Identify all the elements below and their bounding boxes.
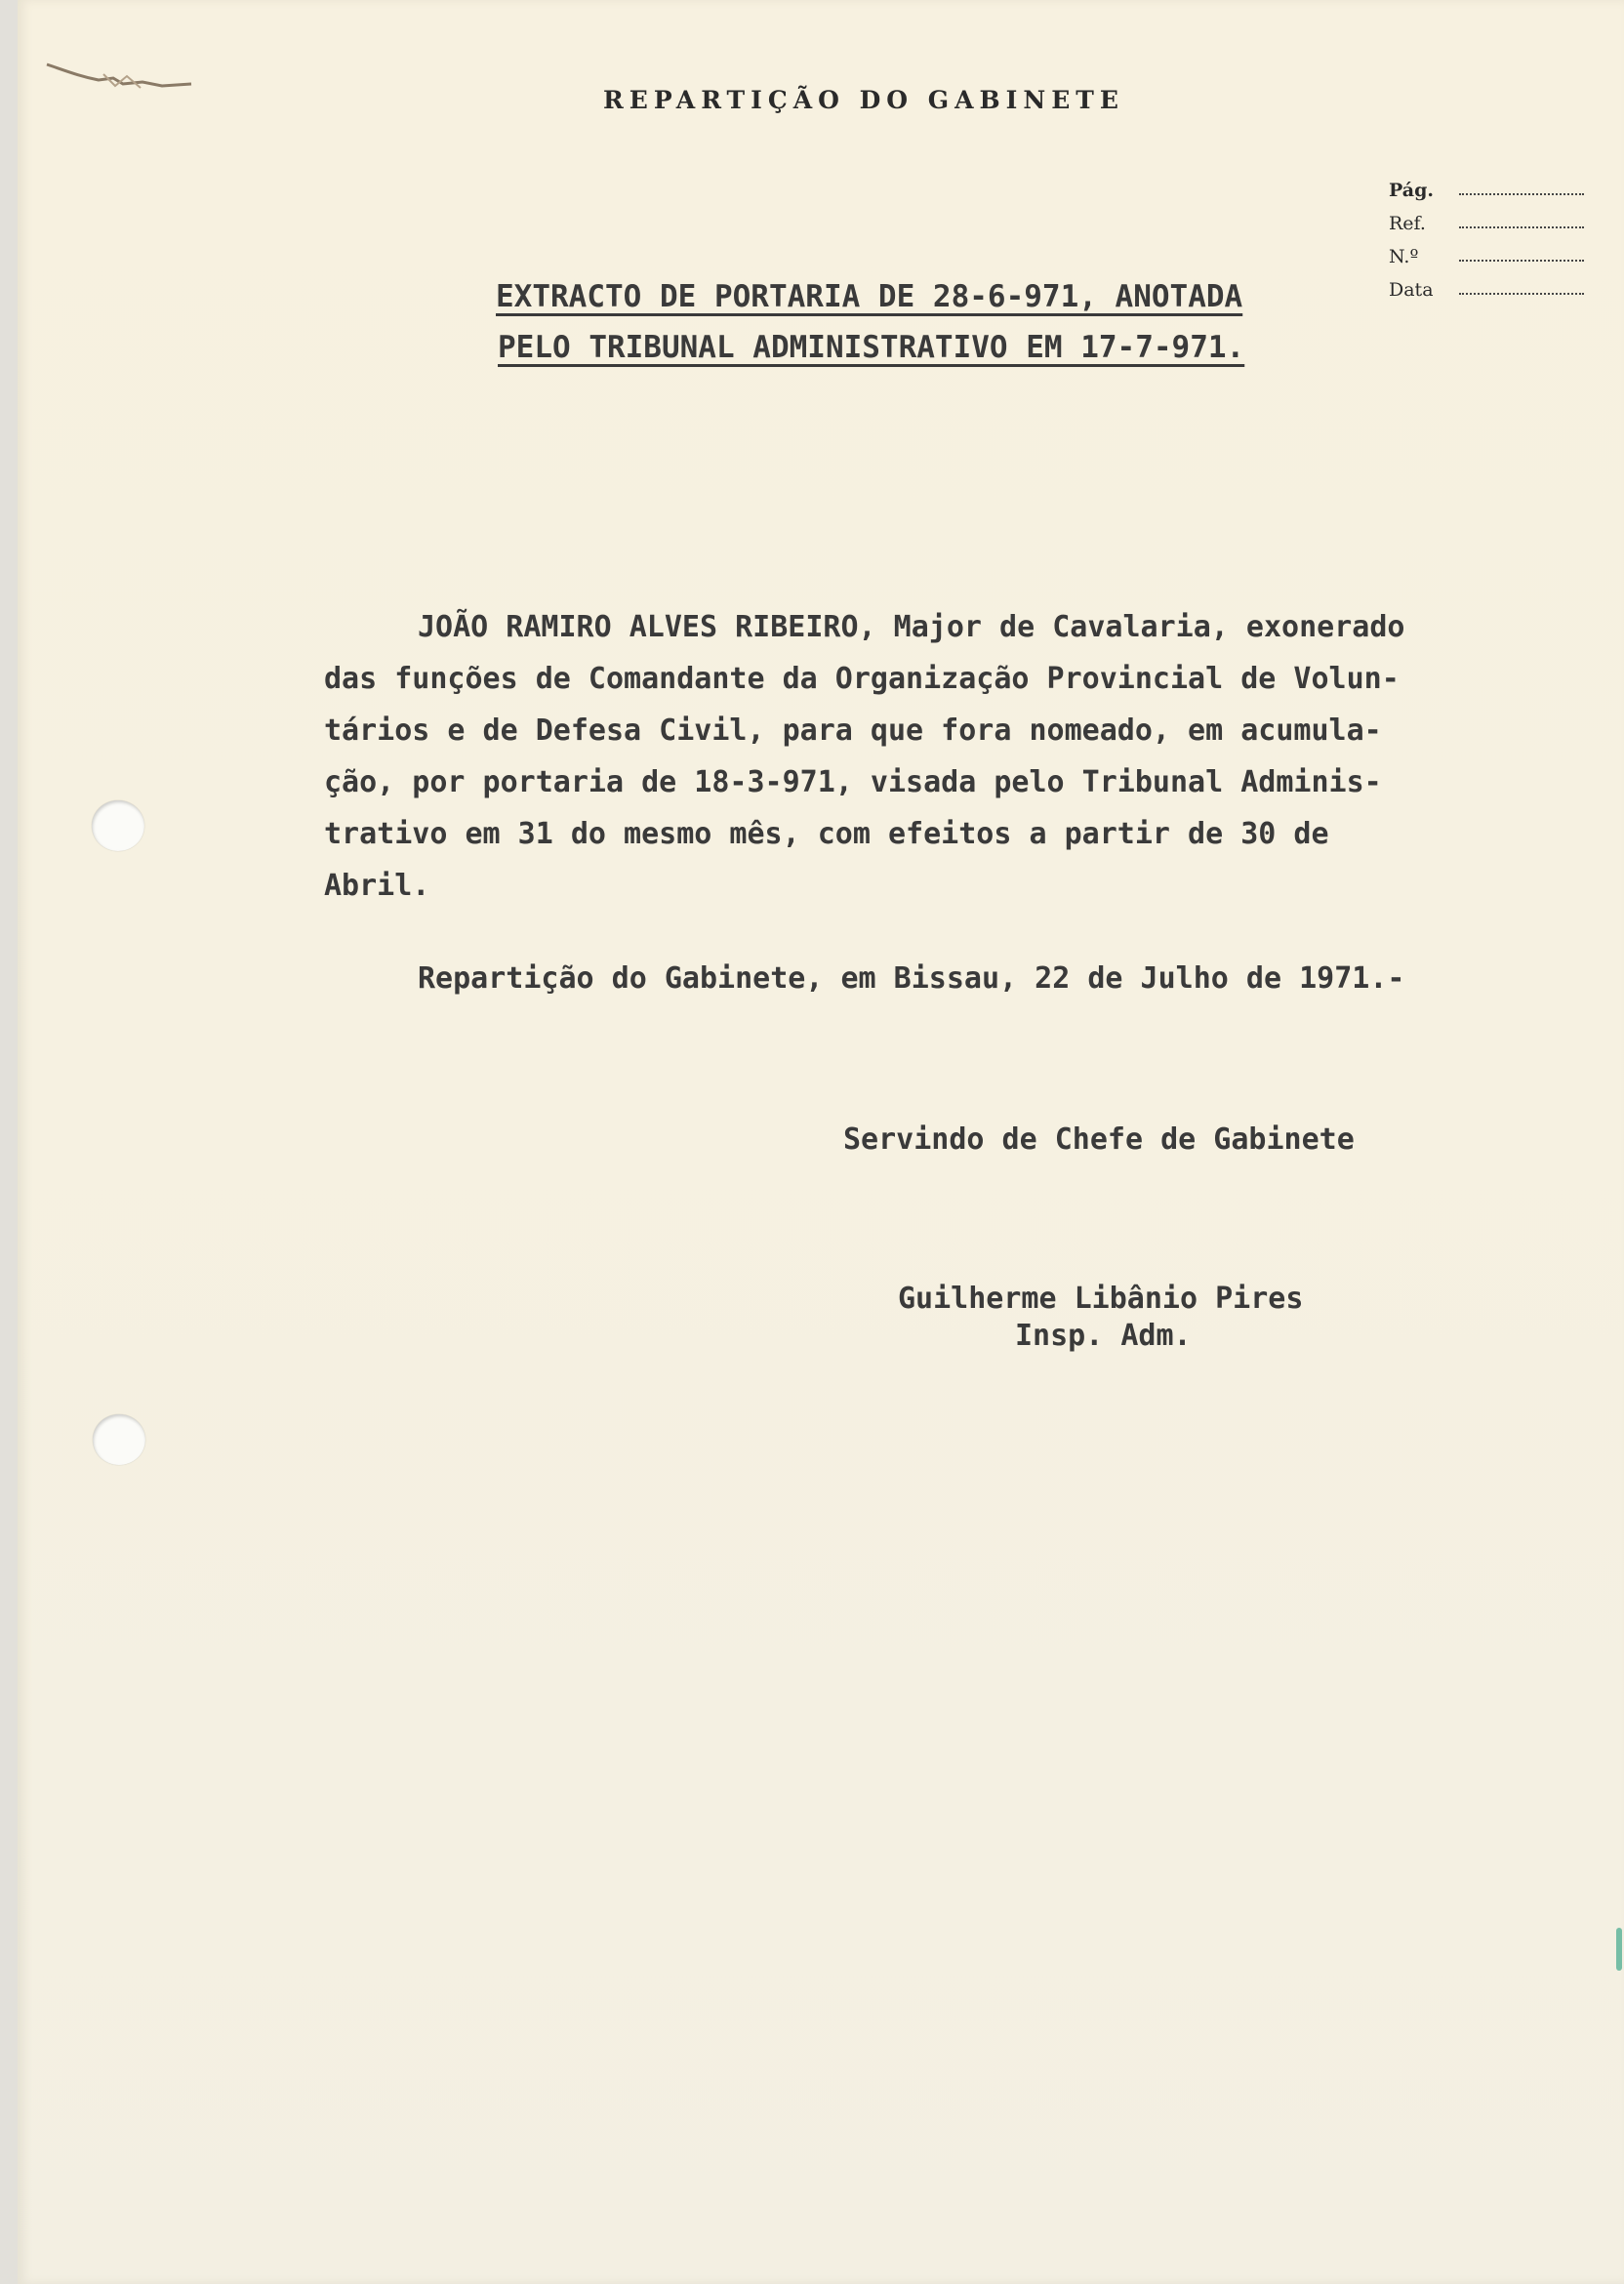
body-line: das funções de Comandante da Organização Provincial de Volun- xyxy=(324,662,1400,696)
meta-label-ref: Ref. xyxy=(1389,213,1426,234)
body-line: JOÃO RAMIRO ALVES RIBEIRO, Major de Cavalaria, exonerado xyxy=(418,610,1405,644)
meta-dotted-line xyxy=(1459,193,1584,195)
meta-label-date: Data xyxy=(1389,279,1434,301)
reference-fields xyxy=(1389,174,1584,306)
torn-corner-mark xyxy=(45,57,201,96)
body-line: trativo em 31 do mesmo mês, com efeitos a partir de 30 de xyxy=(324,817,1329,851)
body-line: Abril. xyxy=(324,869,430,903)
body-line: tários e de Defesa Civil, para que fora nomeado, em acumula- xyxy=(324,714,1382,748)
body-paragraph xyxy=(324,601,1404,912)
meta-label-page: Pág. xyxy=(1389,180,1434,201)
scan-margin xyxy=(0,0,18,2284)
title-line-1: EXTRACTO DE PORTARIA DE 28-6-971, ANOTADA xyxy=(496,279,1243,314)
meta-field-date xyxy=(1389,273,1584,301)
title-line-2: PELO TRIBUNAL ADMINISTRATIVO EM 17-7-971. xyxy=(498,330,1245,365)
meta-field-number xyxy=(1389,240,1584,267)
meta-field-page xyxy=(1389,174,1584,201)
signer-name: Guilherme Libânio Pires xyxy=(898,1282,1304,1316)
body-line: ção, por portaria de 18-3-971, visada pelo Tribunal Adminis- xyxy=(324,765,1382,799)
meta-field-ref xyxy=(1389,207,1584,234)
punch-hole-bottom xyxy=(93,1414,145,1465)
meta-label-number: N.º xyxy=(1389,246,1419,267)
office-heading: REPARTIÇÃO DO GABINETE xyxy=(603,86,1124,114)
punch-hole-top xyxy=(92,800,144,851)
meta-dotted-line xyxy=(1459,260,1584,262)
document-page xyxy=(18,0,1624,2284)
green-edge-mark xyxy=(1616,1928,1622,1971)
signer-role: Servindo de Chefe de Gabinete xyxy=(843,1122,1355,1157)
meta-dotted-line xyxy=(1459,226,1584,228)
signer-rank: Insp. Adm. xyxy=(1015,1319,1192,1353)
place-date-line: Repartição do Gabinete, em Bissau, 22 de Julho de 1971.- xyxy=(418,961,1405,996)
document-title xyxy=(496,271,1244,373)
meta-dotted-line xyxy=(1459,293,1584,295)
